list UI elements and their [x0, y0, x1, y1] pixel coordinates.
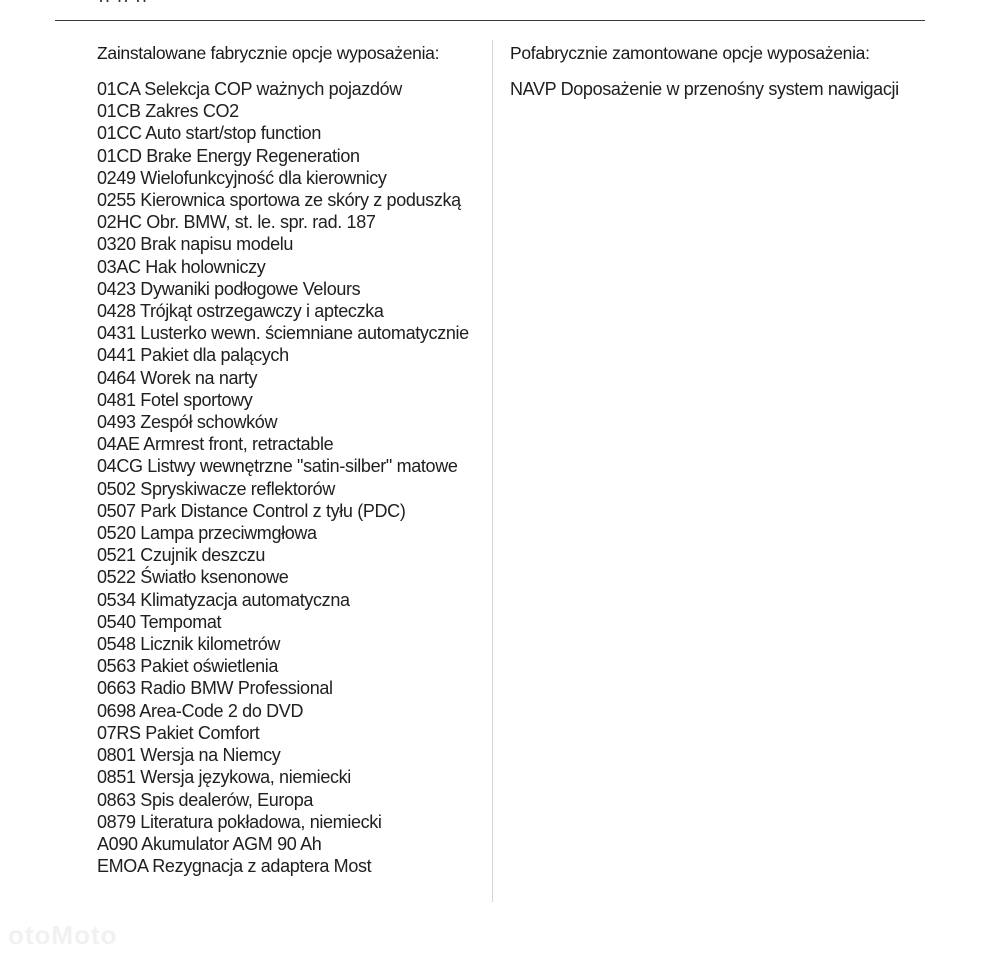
- list-item: 03AC Hak holowniczy: [97, 256, 266, 277]
- list-item: 04AE Armrest front, retractable: [97, 434, 334, 455]
- list-item: 0534 Klimatyzacja automatyczna: [97, 589, 350, 610]
- factory-options-heading: Zainstalowane fabrycznie opcje wyposażenia:: [97, 43, 440, 63]
- list-item: 0563 Pakiet oświetlenia: [97, 656, 279, 677]
- list-item: 01CC Auto start/stop function: [97, 123, 321, 144]
- list-item: 0540 Tempomat: [97, 611, 222, 632]
- list-item: 0249 Wielofunkcyjność dla kierownicy: [97, 167, 387, 188]
- list-item: 0520 Lampa przeciwmgłowa: [97, 523, 317, 544]
- watermark-logo: otoMoto: [8, 920, 118, 950]
- list-item: 0428 Trójkąt ostrzegawczy i apteczka: [97, 301, 384, 322]
- cut-off-previous-text: ·· ·· ··: [98, 0, 148, 10]
- list-item: 0548 Licznik kilometrów: [97, 634, 281, 655]
- list-item: 0493 Zespół schowków: [97, 412, 278, 433]
- list-item: 0879 Literatura pokładowa, niemiecki: [97, 811, 382, 832]
- list-item: 01CD Brake Energy Regeneration: [97, 145, 360, 166]
- list-item: 0431 Lusterko wewn. ściemniane automatycznie: [97, 323, 469, 344]
- list-item: 0464 Worek na narty: [97, 367, 258, 388]
- list-item: 0255 Kierownica sportowa ze skóry z poduszką: [97, 190, 461, 211]
- list-item: 0801 Wersja na Niemcy: [97, 745, 281, 766]
- list-item: 0521 Czujnik deszczu: [97, 545, 266, 566]
- top-divider-line: [55, 20, 925, 21]
- factory-options-list: [97, 78, 489, 877]
- list-item: NAVP Doposażenie w przenośny system nawigacji: [510, 79, 899, 99]
- list-item: A090 Akumulator AGM 90 Ah: [97, 833, 322, 854]
- list-item: 04CG Listwy wewnętrzne "satin-silber" matowe: [97, 456, 458, 477]
- list-item: 01CA Selekcja COP ważnych pojazdów: [97, 79, 402, 99]
- list-item: 02HC Obr. BMW, st. le. spr. rad. 187: [97, 212, 376, 233]
- list-item: EMOA Rezygnacja z adaptera Most: [97, 856, 372, 877]
- list-item: 0851 Wersja językowa, niemiecki: [97, 767, 351, 788]
- list-item: 0698 Area-Code 2 do DVD: [97, 700, 304, 721]
- list-item: 01CB Zakres CO2: [97, 101, 239, 122]
- list-item: 0502 Spryskiwacze reflektorów: [97, 478, 335, 499]
- aftermarket-options-column: [510, 42, 910, 100]
- list-item: 0522 Światło ksenonowe: [97, 567, 289, 588]
- list-item: 0320 Brak napisu modelu: [97, 234, 294, 255]
- list-item: 0441 Pakiet dla palących: [97, 345, 289, 366]
- list-item: 0481 Fotel sportowy: [97, 389, 253, 410]
- aftermarket-options-heading: Pofabrycznie zamontowane opcje wyposażenia:: [510, 43, 870, 63]
- column-divider: [492, 40, 493, 902]
- factory-options-column: [97, 42, 489, 877]
- list-item: 0423 Dywaniki podłogowe Velours: [97, 278, 361, 299]
- list-item: 0863 Spis dealerów, Europa: [97, 789, 314, 810]
- list-item: 0663 Radio BMW Professional: [97, 678, 333, 699]
- aftermarket-options-list: [510, 78, 910, 100]
- list-item: 07RS Pakiet Comfort: [97, 722, 260, 743]
- list-item: 0507 Park Distance Control z tyłu (PDC): [97, 500, 406, 521]
